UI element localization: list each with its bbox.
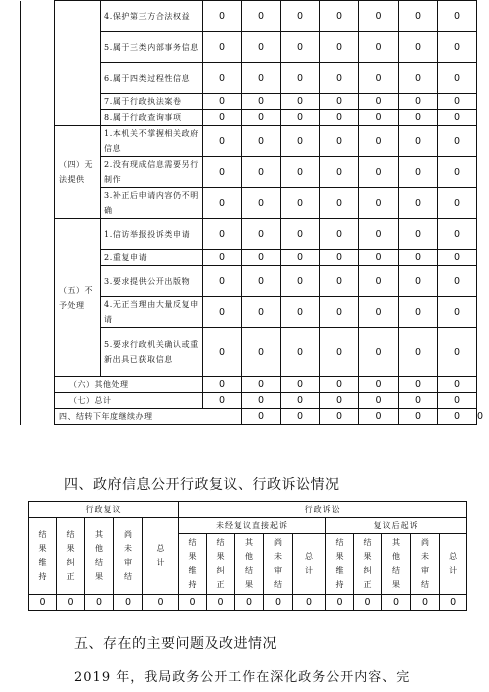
value-cell: 0: [281, 409, 320, 425]
value-cell: 0: [359, 110, 399, 126]
value-cell: 0: [281, 328, 320, 377]
value-cell: 0: [242, 1, 281, 32]
value-cell: 0: [203, 110, 242, 126]
group-7-label: （七）总计: [55, 393, 203, 409]
value-cell: 0: [242, 219, 281, 250]
value-cell: 0: [438, 377, 477, 393]
value-cell: 0: [438, 157, 477, 188]
value-cell: 0: [242, 94, 281, 110]
group-6-label: （六）其他处理: [55, 377, 203, 393]
row-label: 5.属于三类内部事务信息: [101, 32, 203, 63]
value-cell: 0: [359, 297, 399, 328]
value-cell: 0: [399, 157, 438, 188]
value-cell: 0: [411, 595, 440, 611]
value-cell: 0: [438, 328, 477, 377]
value-cell: 0: [320, 157, 359, 188]
value-cell: 0: [320, 250, 359, 266]
value-cell: 0: [264, 595, 293, 611]
value-cell: 0: [354, 595, 382, 611]
value-cell: 0: [438, 63, 477, 94]
value-cell: 0: [281, 266, 320, 297]
value-cell: 0: [203, 126, 242, 157]
value-cell: 0: [203, 32, 242, 63]
value-cell: 0: [399, 377, 438, 393]
direct-col-header: 总 计: [293, 534, 326, 595]
value-cell: 0: [326, 595, 354, 611]
value-cell: 0: [320, 94, 359, 110]
value-cell: 0: [359, 1, 399, 32]
value-cell: 0: [399, 266, 438, 297]
value-cell: 0: [438, 393, 477, 409]
direct-col-header: 其 他 结 果: [235, 534, 264, 595]
value-cell: 0: [281, 126, 320, 157]
table-row: [21, 126, 477, 157]
value-cell: 0: [399, 1, 438, 32]
value-cell: 0: [359, 377, 399, 393]
table-row: [21, 219, 477, 250]
value-cell: 0: [281, 157, 320, 188]
value-cell: 0: [438, 1, 477, 32]
value-cell: 0: [242, 250, 281, 266]
value-cell: 0: [399, 297, 438, 328]
value-cell: 0: [281, 63, 320, 94]
value-cell: 0: [320, 188, 359, 219]
value-cell: 0: [399, 393, 438, 409]
group-4-label: （四）无法提供: [55, 126, 101, 219]
review-lawsuit-table: [28, 501, 467, 611]
value-cell: 0: [359, 188, 399, 219]
value-cell: 0: [242, 297, 281, 328]
row-label: 3.要求提供公开出版物: [101, 266, 203, 297]
value-cell: 0: [359, 94, 399, 110]
row-label: 6.属于四类过程性信息: [101, 63, 203, 94]
direct-col-header: 结 果 维 持: [179, 534, 207, 595]
value-cell: 0: [320, 32, 359, 63]
value-cell: 0: [203, 188, 242, 219]
value-cell: 0: [438, 250, 477, 266]
value-cell: 0: [320, 297, 359, 328]
carry-over-label: 四、结转下年度继续办理: [55, 409, 242, 425]
after-col-header: 尚 未 审 结: [411, 534, 440, 595]
review-col-header: 结 果 纠 正: [57, 518, 85, 595]
value-cell: 0: [320, 409, 359, 425]
value-cell: 0: [203, 157, 242, 188]
value-cell: 0: [242, 110, 281, 126]
value-cell: 0: [359, 409, 399, 425]
value-cell: 0: [320, 266, 359, 297]
value-cell: 0: [359, 219, 399, 250]
table-row: [21, 393, 477, 409]
value-cell: 0: [359, 266, 399, 297]
row-label: 1.信访举报投诉类申请: [101, 219, 203, 250]
value-cell: 0: [399, 328, 438, 377]
value-cell: 0: [438, 126, 477, 157]
value-cell: 0: [242, 328, 281, 377]
value-cell: 0: [203, 328, 242, 377]
value-cell: 0: [242, 393, 281, 409]
value-cell: 0: [440, 595, 467, 611]
after-col-header: 总 计: [440, 534, 467, 595]
table-row: [21, 1, 477, 32]
row-label: 7.属于行政执法案卷: [101, 94, 203, 110]
row-label: 4.无正当理由大量反复申请: [101, 297, 203, 328]
after-col-header: 结 果 纠 正: [354, 534, 382, 595]
row-label: 3.补正后申请内容仍不明确: [101, 188, 203, 219]
after-col-header: 结 果 维 持: [326, 534, 354, 595]
value-cell: 0: [399, 188, 438, 219]
value-cell: 0: [203, 377, 242, 393]
review-col-header: 总 计: [143, 518, 179, 595]
review-col-header: 结 果 维 持: [29, 518, 57, 595]
value-cell: 0: [281, 188, 320, 219]
value-cell: 0: [281, 219, 320, 250]
row-label: 1.本机关不掌握相关政府信息: [101, 126, 203, 157]
value-cell: 0: [438, 409, 477, 425]
value-cell: 0: [203, 297, 242, 328]
value-cell: 0: [399, 126, 438, 157]
value-cell: 0: [359, 250, 399, 266]
table-row: [21, 377, 477, 393]
value-cell: 0: [438, 297, 477, 328]
value-cell: 0: [203, 94, 242, 110]
value-cell: 0: [203, 1, 242, 32]
row-label: 8.属于行政查询事项: [101, 110, 203, 126]
value-cell: 0: [382, 595, 411, 611]
row-label: 4.保护第三方合法权益: [101, 1, 203, 32]
value-cell: 0: [399, 219, 438, 250]
value-cell: 0: [179, 595, 207, 611]
blank-column: [21, 1, 55, 425]
admin-lawsuit-header: 行政诉讼: [179, 502, 467, 518]
review-col-header: 尚 未 审 结: [114, 518, 143, 595]
value-cell: 0: [203, 266, 242, 297]
value-cell: 0: [359, 328, 399, 377]
after-col-header: 其 他 结 果: [382, 534, 411, 595]
value-cell: 0: [242, 32, 281, 63]
value-cell: 0: [399, 110, 438, 126]
group-5-label: （五）不予处理: [55, 219, 101, 377]
value-cell: 0: [281, 94, 320, 110]
admin-review-header: 行政复议: [29, 502, 179, 518]
row-label: 2.没有现成信息需要另行制作: [101, 157, 203, 188]
value-cell: 0: [320, 377, 359, 393]
direct-lawsuit-header: 未经复议直接起诉: [179, 518, 326, 534]
value-cell: 0: [293, 595, 326, 611]
value-cell: 0: [143, 595, 179, 611]
value-cell: 0: [203, 63, 242, 94]
value-cell: 0: [320, 1, 359, 32]
value-cell: 0: [399, 250, 438, 266]
value-cell: 0: [359, 126, 399, 157]
after-review-header: 复议后起诉: [326, 518, 467, 534]
value-cell: 0: [359, 32, 399, 63]
value-cell: 0: [281, 377, 320, 393]
value-cell: 0: [57, 595, 85, 611]
value-cell: 0: [438, 188, 477, 219]
group-3-cell: [55, 1, 101, 126]
value-cell: 0: [438, 110, 477, 126]
value-cell: 0: [438, 219, 477, 250]
value-cell: 0: [242, 188, 281, 219]
value-cell: 0: [438, 266, 477, 297]
value-cell: 0: [438, 32, 477, 63]
value-cell: 0: [281, 32, 320, 63]
value-cell: 0: [29, 595, 57, 611]
value-cell: 0: [242, 377, 281, 393]
section-4-title: 四、政府信息公开行政复议、行政诉讼情况: [64, 477, 340, 493]
value-cell: 0: [399, 94, 438, 110]
value-cell: 0: [85, 595, 114, 611]
value-cell: 0: [320, 63, 359, 94]
value-cell: 0: [281, 1, 320, 32]
value-cell: 0: [203, 219, 242, 250]
value-cell: 0: [399, 63, 438, 94]
value-cell: 0: [281, 250, 320, 266]
value-cell: 0: [281, 110, 320, 126]
value-cell: 0: [281, 393, 320, 409]
value-cell: 0: [242, 126, 281, 157]
row-label: 2.重复申请: [101, 250, 203, 266]
section-5-title: 五、存在的主要问题及改进情况: [74, 636, 277, 652]
review-col-header: 其 他 结 果: [85, 518, 114, 595]
value-cell: 0: [320, 126, 359, 157]
value-cell: 0: [114, 595, 143, 611]
value-cell: 0: [235, 595, 264, 611]
value-cell: 0: [359, 157, 399, 188]
value-cell: 0: [242, 266, 281, 297]
value-cell: 0: [359, 393, 399, 409]
value-cell: 0: [359, 63, 399, 94]
value-cell: 0: [242, 63, 281, 94]
value-cell: 0: [281, 297, 320, 328]
direct-col-header: 尚 未 审 结: [264, 534, 293, 595]
value-cell: 0: [203, 250, 242, 266]
value-cell: 0: [320, 110, 359, 126]
direct-col-header: 结 果 纠 正: [207, 534, 235, 595]
application-handling-table: [20, 0, 484, 425]
value-cell: 0: [320, 393, 359, 409]
value-cell: 0: [399, 409, 438, 425]
value-cell: 0: [242, 409, 281, 425]
body-paragraph: 2019 年，我局政务公开工作在深化政务公开内容、完: [74, 670, 411, 685]
row-label: 5.要求行政机关确认或重新出具已获取信息: [101, 328, 203, 377]
value-cell: 0: [320, 328, 359, 377]
value-cell: 0: [320, 219, 359, 250]
value-cell: 0: [203, 393, 242, 409]
value-cell: 0: [438, 94, 477, 110]
value-cell: 0: [207, 595, 235, 611]
value-cell: 0: [399, 32, 438, 63]
table-row: 四、结转下年度继续办理 0 0 0 0 0 0 0: [21, 409, 477, 425]
value-cell: 0: [242, 157, 281, 188]
